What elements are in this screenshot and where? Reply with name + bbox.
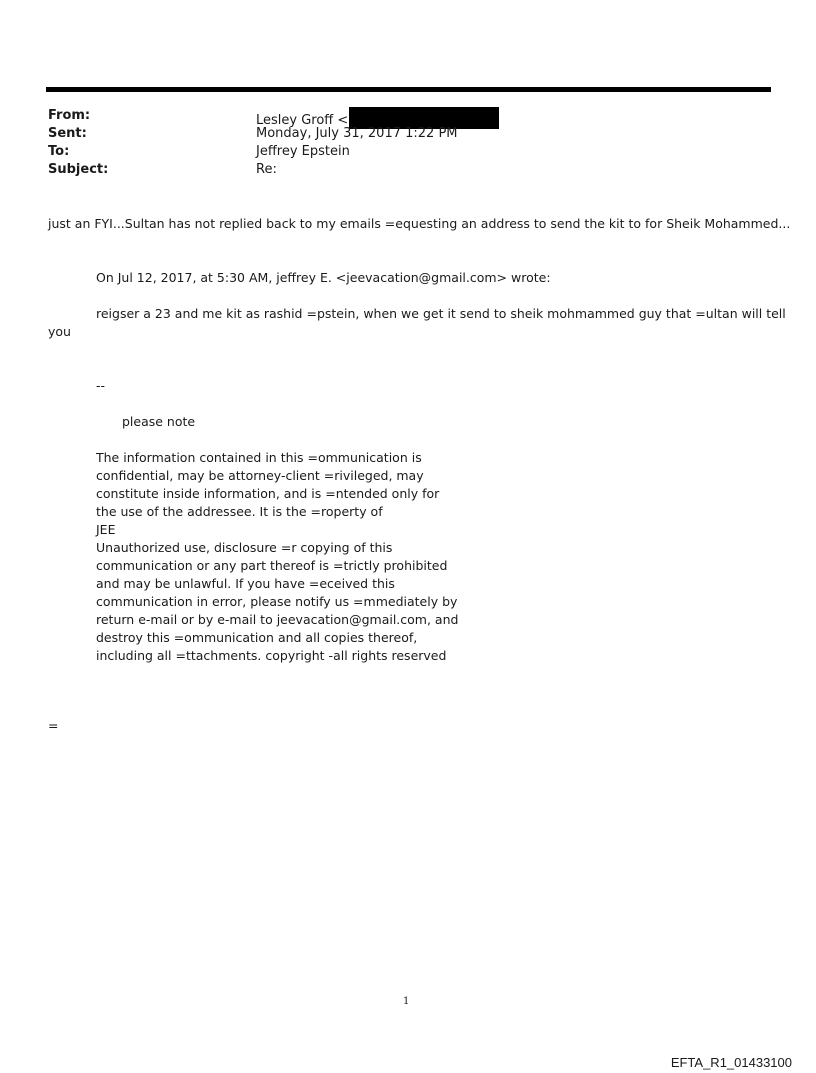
trailer-text: = [48, 718, 59, 733]
sent-value: Monday, July 31, 2017 1:22 PM [256, 126, 458, 141]
header-rule [46, 87, 771, 92]
subject-value: Re: [256, 162, 277, 177]
disclaimer-line: destroy this =ommunication and all copies thereof, [96, 630, 418, 645]
signature-separator: -- [96, 378, 106, 393]
disclaimer-line: including all =ttachments. copyright -all rights reserved [96, 648, 447, 663]
to-value: Jeffrey Epstein [256, 144, 350, 159]
disclaimer-line: the use of the addressee. It is the =roperty of [96, 504, 383, 519]
disclaimer-line: and may be unlawful. If you have =eceived this [96, 576, 395, 591]
quote-line-1: reigser a 23 and me kit as rashid =pstein, when we get it send to sheik mohmammed guy that =ultan will tell [96, 306, 786, 321]
disclaimer-line: constitute inside information, and is =ntended only for [96, 486, 440, 501]
page-number: 1 [403, 996, 410, 1007]
subject-label: Subject: [48, 162, 109, 177]
disclaimer-line: communication or any part thereof is =trictly prohibited [96, 558, 448, 573]
disclaimer-line: confidential, may be attorney-client =rivileged, may [96, 468, 424, 483]
disclaimer-line: communication in error, please notify us =mmediately by [96, 594, 458, 609]
quote-intro: On Jul 12, 2017, at 5:30 AM, jeffrey E. <jeevacation@gmail.com> wrote: [96, 270, 551, 285]
disclaimer-line: The information contained in this =ommunication is [96, 450, 422, 465]
sent-label: Sent: [48, 126, 87, 141]
from-label: From: [48, 108, 91, 123]
document-id: EFTA_R1_01433100 [670, 1055, 792, 1070]
disclaimer [96, 449, 459, 665]
disclaimer-line: Unauthorized use, disclosure =r copying of this [96, 540, 393, 555]
reply-text: just an FYI...Sultan has not replied back to my emails =equesting an address to send the kit to for Sheik Mohammed... [48, 216, 791, 231]
please-note: please note [122, 414, 196, 429]
to-label: To: [48, 144, 70, 159]
disclaimer-line: JEE [96, 522, 116, 537]
disclaimer-line: return e-mail or by e-mail to jeevacation@gmail.com, and [96, 612, 459, 627]
quote-line-2: you [48, 324, 71, 339]
from-name: Lesley Groff < [256, 113, 349, 128]
